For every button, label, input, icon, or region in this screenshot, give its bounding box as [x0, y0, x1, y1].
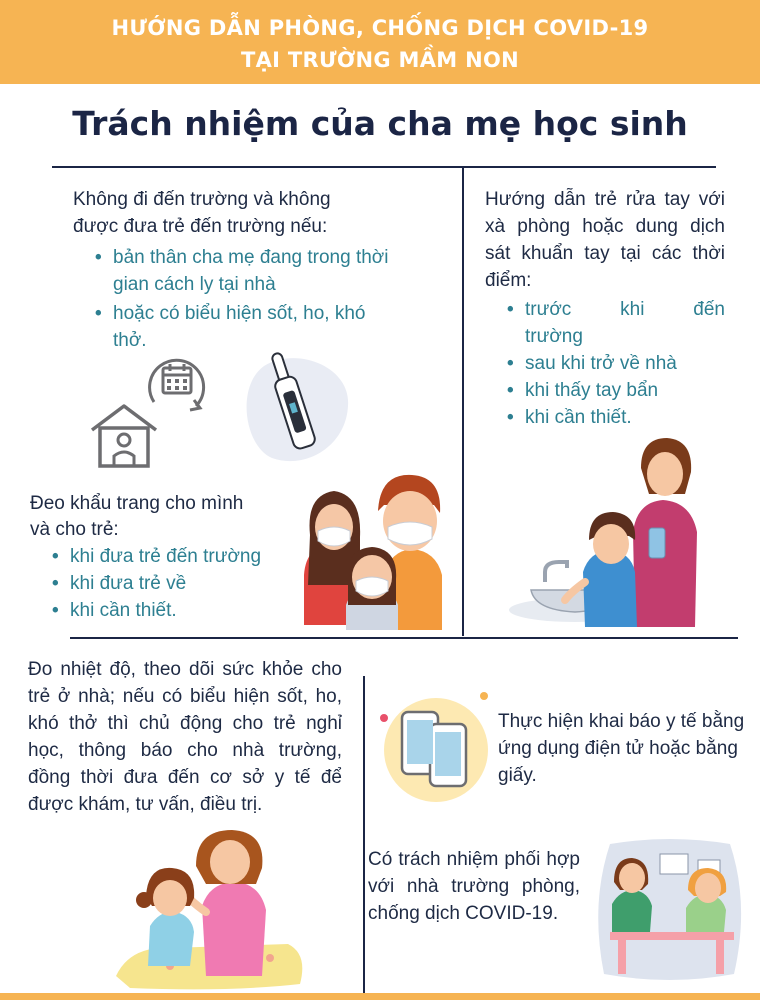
- mother-checking-child-illustration: [110, 826, 310, 992]
- temperature-text: Đo nhiệt độ, theo dõi sức khỏe cho trẻ ở nhà; nếu có biểu hiện sốt, ho, khó thở thì chủ động cho trẻ nghỉ học, thông báo cho nhà trường, đồng thời đưa đến cơ sở y tế để được khám, tư vấn, điều trị.: [28, 659, 342, 815]
- header-title-line2: TẠI TRƯỜNG MẦM NON: [241, 48, 519, 72]
- no-school-intro-line2: được đưa trẻ đến trường nếu:: [73, 216, 328, 237]
- page-title: Trách nhiệm của cha mẹ học sinh: [72, 104, 688, 143]
- mask-intro-line2: và cho trẻ:: [30, 519, 119, 540]
- thermometer-icon: [236, 346, 356, 466]
- cooperate-text: Có trách nhiệm phối hợp với nhà trường phòng, chống dịch COVID-19.: [368, 849, 580, 924]
- handwash-list: [505, 296, 725, 431]
- no-school-list: [93, 244, 403, 354]
- footer-bar: [0, 993, 760, 1000]
- bottom-column-divider: [363, 676, 365, 993]
- list-item: • khi đưa trẻ về: [50, 570, 320, 597]
- declaration-text: Thực hiện khai báo y tế bằng ứng dụng điện tử hoặc bằng giấy.: [498, 711, 745, 786]
- header-banner: [0, 0, 760, 84]
- list-item: • hoặc có biểu hiện sốt, ho, khó thở.: [93, 300, 403, 354]
- home-icon: [88, 402, 160, 470]
- handwashing-illustration: [505, 432, 705, 627]
- list-item: • bản thân cha mẹ đang trong thời gian cách ly tại nhà: [93, 244, 403, 298]
- teachers-meeting-illustration: [590, 834, 748, 984]
- top-column-divider: [462, 166, 464, 636]
- handwash-intro: Hướng dẫn trẻ rửa tay với xà phòng hoặc dung dịch sát khuẩn tay tại các thời điểm:: [485, 189, 725, 291]
- phone-icon: [380, 690, 496, 806]
- mask-intro-line1: Đeo khẩu trang cho mình: [30, 493, 244, 514]
- mask-list: [50, 543, 320, 624]
- list-item: • sau khi trở về nhà: [505, 350, 725, 377]
- no-school-intro-line1: Không đi đến trường và không: [73, 189, 331, 210]
- list-item: • khi đưa trẻ đến trường: [50, 543, 320, 570]
- family-masks-illustration: [300, 465, 460, 630]
- middle-divider: [70, 637, 738, 639]
- list-item: • trước khi đến trường: [505, 296, 725, 350]
- header-title-line1: HƯỚNG DẪN PHÒNG, CHỐNG DỊCH COVID-19: [111, 16, 649, 40]
- title-divider: [52, 166, 716, 168]
- list-item: • khi cần thiết.: [505, 404, 725, 431]
- list-item: • khi thấy tay bẩn: [505, 377, 725, 404]
- list-item: • khi cần thiết.: [50, 597, 320, 624]
